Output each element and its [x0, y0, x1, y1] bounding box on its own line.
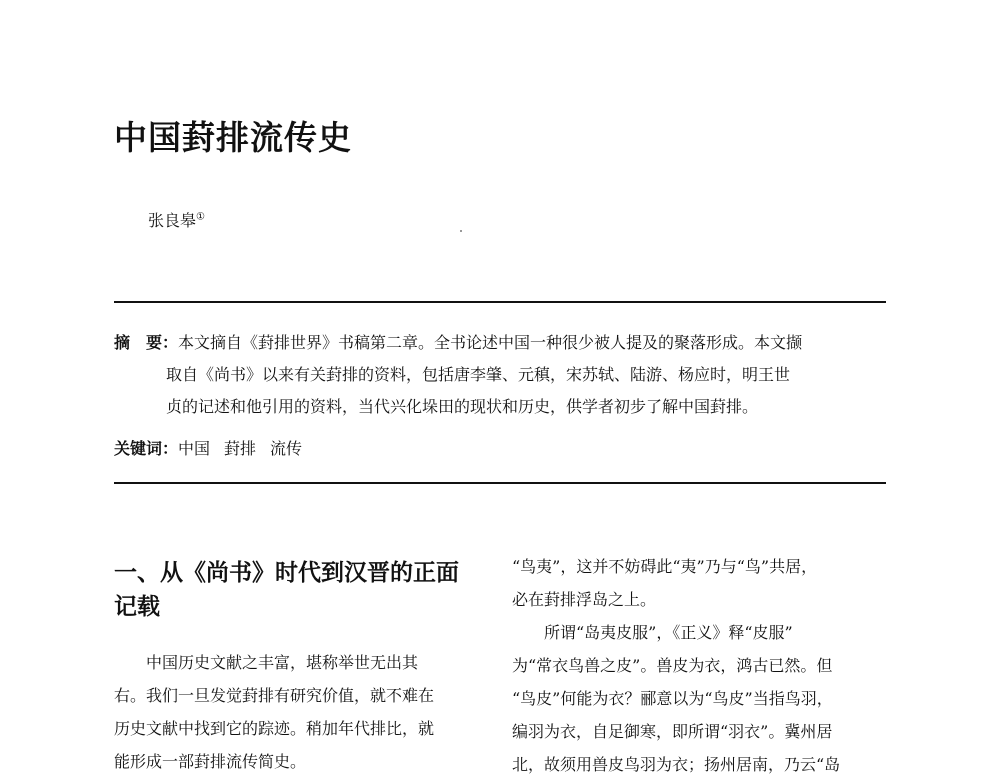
section-heading-line-2: 记载	[114, 593, 160, 620]
section-heading	[114, 556, 490, 624]
abstract-line-2: 取自《尚书》以来有关葑排的资料，包括唐李肇、元稹，宋苏轼、陆游、杨应时，明王世	[166, 365, 791, 384]
section-heading-line-1: 一、从《尚书》时代到汉晋的正面	[114, 559, 459, 586]
right-p1-line-1: “鸟夷”，这并不妨碍此“夷”乃与“鸟”共居，	[512, 557, 818, 576]
author-name: 张良皋	[148, 211, 197, 230]
abstract-bottom-rule	[114, 482, 886, 484]
left-line-4: 能形成一部葑排流传简史。	[114, 752, 307, 771]
abstract-text-1: 本文摘自《葑排世界》书稿第二章。全书论述中国一种很少被人提及的聚落形成。本文撷	[178, 333, 803, 352]
right-p1-line-2: 必在葑排浮岛之上。	[512, 590, 657, 609]
paper-title: 中国葑排流传史	[114, 118, 352, 157]
author-line	[148, 208, 205, 231]
right-p2-line-4: 编羽为衣，自足御寒，即所谓“羽衣”。冀州居	[512, 722, 833, 741]
right-p2-line-1: 所谓“岛夷皮服”，《正义》释“皮服”	[544, 623, 793, 642]
abstract-block	[114, 327, 888, 423]
keywords-label: 关键词：	[114, 439, 179, 458]
right-p2-line-5: 北，故须用兽皮鸟羽为衣；扬州居南，乃云“岛	[512, 755, 841, 774]
left-line-2: 右。我们一旦发觉葑排有研究价值，就不难在	[114, 686, 435, 705]
keyword-1: 中国	[178, 439, 211, 458]
right-column	[512, 550, 888, 781]
left-line-3: 历史文献中找到它的踪迹。稍加年代排比，就	[114, 719, 435, 738]
keyword-2: 葑排	[224, 439, 257, 458]
right-p2-line-3: “鸟皮”何能为衣？郦意以为“鸟皮”当指鸟羽，	[512, 689, 833, 708]
left-paragraph	[114, 646, 490, 778]
abstract-top-rule	[114, 301, 886, 303]
left-line-1: 中国历史文献之丰富，堪称举世无出其	[146, 653, 419, 672]
scan-speck	[460, 230, 462, 232]
abstract-line-1	[114, 327, 888, 359]
right-p2-line-2: 为“常衣鸟兽之皮”。兽皮为衣，鸿古已然。但	[512, 656, 833, 675]
left-column	[114, 556, 490, 778]
author-footnote-mark: ①	[196, 211, 205, 223]
right-paragraph-1	[512, 550, 888, 616]
abstract-line-3: 贞的记述和他引用的资料，当代兴化垛田的现状和历史，供学者初步了解中国葑排。	[166, 397, 759, 416]
right-paragraph-2	[512, 616, 888, 781]
keywords-block	[114, 436, 316, 459]
abstract-label: 摘 要：	[114, 333, 179, 352]
keyword-3: 流传	[270, 439, 303, 458]
